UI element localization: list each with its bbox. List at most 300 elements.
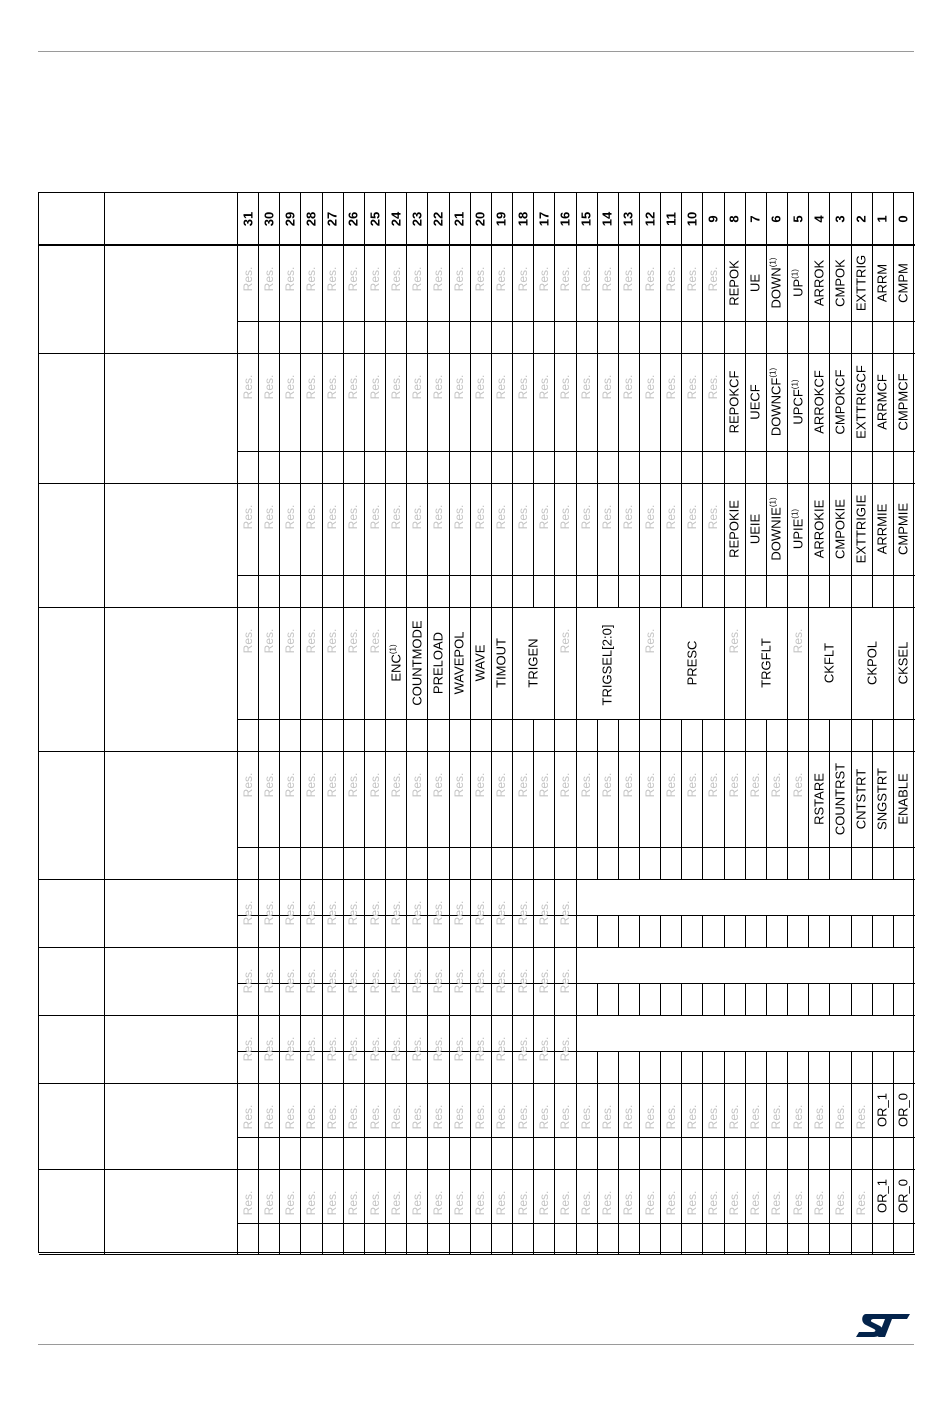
reserved-bit-5: Res. (790, 628, 805, 654)
field-col-line (322, 1083, 323, 1137)
bit-number-7: 7 (747, 215, 763, 223)
reset-col-line (576, 321, 577, 353)
field-col-line (322, 1169, 323, 1223)
field-timout: TIMOUT (493, 638, 509, 688)
field-ckflt: CKFLT (821, 642, 837, 684)
bit-number-3: 3 (832, 215, 848, 223)
reserved-bit-22: Res. (430, 1190, 445, 1216)
reset-col-line (893, 847, 894, 879)
reset-col-line (491, 451, 492, 483)
reserved-bit-24: Res. (388, 374, 403, 400)
bit-number-4: 4 (811, 215, 827, 223)
field-col-line (491, 1015, 492, 1051)
field-col-line (427, 1169, 428, 1223)
reset-col-line (279, 915, 280, 947)
reset-col-line (406, 719, 407, 751)
reset-col-line (385, 719, 386, 751)
reset-col-line (512, 321, 513, 353)
reset-col-line (639, 915, 640, 947)
field-col-line (258, 751, 259, 847)
reserved-bit-18: Res. (515, 1190, 530, 1216)
reset-col-line (576, 915, 577, 947)
reset-col-line (787, 451, 788, 483)
reset-col-line (512, 847, 513, 879)
field-col-line (237, 607, 238, 719)
field-col-line (364, 353, 365, 451)
reserved-bit-20: Res. (473, 772, 488, 798)
reset-col-line (872, 847, 873, 879)
reserved-bit-13: Res. (621, 772, 636, 798)
reset-col-line (851, 321, 852, 353)
field-col-line (533, 1083, 534, 1137)
reserved-bit-26: Res. (346, 772, 361, 798)
field-col-line (258, 1169, 259, 1223)
field-col-line (576, 245, 577, 321)
reserved-bit-28: Res. (304, 1104, 319, 1130)
field-col-line (576, 483, 577, 575)
header-col-line (470, 193, 471, 245)
field-presc: PRESC (684, 640, 700, 686)
reset-col-line (470, 1137, 471, 1169)
reset-col-line (724, 575, 725, 607)
field-col-line (533, 245, 534, 321)
field-col-line (639, 751, 640, 847)
field-col-line (660, 483, 661, 575)
header-col-line (745, 193, 746, 245)
reserved-bit-29: Res. (282, 900, 297, 926)
reserved-bit-20: Res. (473, 1190, 488, 1216)
field-col-line (851, 483, 852, 575)
reset-col-line (745, 575, 746, 607)
reserved-bit-23: Res. (409, 968, 424, 994)
reset-col-line (893, 1223, 894, 1254)
reserved-bit-16: Res. (557, 1190, 572, 1216)
field-col-line (491, 1169, 492, 1223)
reset-col-line (470, 321, 471, 353)
field-col-line (300, 353, 301, 451)
reset-col-line (533, 451, 534, 483)
field-col-line (554, 1083, 555, 1137)
reserved-bit-29: Res. (282, 1190, 297, 1216)
reserved-bit-23: Res. (409, 1036, 424, 1062)
reset-col-line (787, 1223, 788, 1254)
reserved-bit-21: Res. (452, 374, 467, 400)
field-col-line (343, 751, 344, 847)
field-col-line (449, 483, 450, 575)
field-col-line (364, 751, 365, 847)
field-col-line (745, 1169, 746, 1223)
field-col-line (385, 1015, 386, 1051)
bit-number-17: 17 (536, 211, 552, 227)
field-col-line (724, 751, 725, 847)
reset-col-line (449, 983, 450, 1015)
reserved-bit-21: Res. (452, 266, 467, 292)
reset-col-line (258, 1051, 259, 1083)
field-col-line (279, 751, 280, 847)
reset-col-line (364, 719, 365, 751)
reserved-bit-25: Res. (367, 968, 382, 994)
header-col-line (851, 193, 852, 245)
reset-col-line (639, 719, 640, 751)
reset-col-line (660, 1137, 661, 1169)
reserved-bit-7: Res. (748, 772, 763, 798)
reserved-bit-19: Res. (494, 968, 509, 994)
field-col-line (406, 1169, 407, 1223)
reset-col-line (618, 847, 619, 879)
reset-col-line (300, 847, 301, 879)
reset-col-line (491, 847, 492, 879)
field-col-line (808, 353, 809, 451)
reserved-bit-28: Res. (304, 628, 319, 654)
field-col-line (258, 879, 259, 915)
reset-col-line (343, 719, 344, 751)
reserved-bit-29: Res. (282, 1036, 297, 1062)
reserved-bit-16: Res. (557, 772, 572, 798)
field-col-line (343, 245, 344, 321)
reset-col-line (787, 847, 788, 879)
reserved-bit-12: Res. (642, 266, 657, 292)
reset-col-line (449, 847, 450, 879)
reserved-bit-14: Res. (600, 772, 615, 798)
reset-col-line (893, 915, 894, 947)
reserved-bit-17: Res. (536, 374, 551, 400)
field-col-line (322, 879, 323, 915)
reserved-bit-27: Res. (325, 1190, 340, 1216)
reserved-bit-9: Res. (706, 1104, 721, 1130)
reset-col-line (872, 321, 873, 353)
reserved-bit-21: Res. (452, 968, 467, 994)
reset-col-line (702, 847, 703, 879)
reset-col-line (829, 1137, 830, 1169)
bit-number-12: 12 (642, 211, 658, 227)
reserved-bit-15: Res. (579, 374, 594, 400)
field-col-line (851, 245, 852, 321)
reset-col-line (639, 321, 640, 353)
field-col-line (618, 1169, 619, 1223)
field-col-line (745, 1083, 746, 1137)
reset-col-line (406, 983, 407, 1015)
reset-col-line (745, 451, 746, 483)
reset-col-line (576, 575, 577, 607)
header-col-line (491, 193, 492, 245)
reserved-bit-3: Res. (832, 1190, 847, 1216)
reset-col-line (724, 321, 725, 353)
reset-col-line (724, 719, 725, 751)
reserved-bit-30: Res. (261, 968, 276, 994)
field-col-line (681, 245, 682, 321)
reset-col-line (639, 847, 640, 879)
reserved-bit-16: Res. (557, 900, 572, 926)
reserved-bit-4: Res. (811, 1104, 826, 1130)
reserved-bit-28: Res. (304, 772, 319, 798)
reset-col-line (702, 451, 703, 483)
field-col-line (427, 607, 428, 719)
reset-col-line (533, 719, 534, 751)
reset-col-line (745, 1051, 746, 1083)
reserved-bit-30: Res. (261, 266, 276, 292)
field-col-line (512, 879, 513, 915)
reset-col-line (639, 1051, 640, 1083)
reserved-bit-27: Res. (325, 1104, 340, 1130)
field-col-line (470, 1169, 471, 1223)
register-row-divider (39, 353, 915, 354)
field-col-line (702, 1083, 703, 1137)
reset-col-line (893, 1051, 894, 1083)
field-col-line (533, 751, 534, 847)
field-col-line (787, 483, 788, 575)
field-col-line (406, 879, 407, 915)
reset-col-line (449, 575, 450, 607)
field-col-line (258, 1015, 259, 1051)
reset-col-line (279, 719, 280, 751)
reset-col-line (258, 321, 259, 353)
field-cmpm: CMPM (895, 263, 911, 303)
reserved-bit-5: Res. (790, 1104, 805, 1130)
field-col-line (512, 1169, 513, 1223)
header-col-line (406, 193, 407, 245)
reset-col-line (449, 451, 450, 483)
reserved-bit-2: Res. (854, 1104, 869, 1130)
reset-col-line (576, 847, 577, 879)
reset-col-line (766, 1137, 767, 1169)
field-col-line (300, 1015, 301, 1051)
reserved-bit-23: Res. (409, 374, 424, 400)
reserved-bit-28: Res. (304, 374, 319, 400)
reset-col-line (893, 321, 894, 353)
reset-col-line (364, 915, 365, 947)
reserved-bit-26: Res. (346, 504, 361, 530)
field-col-line (237, 751, 238, 847)
field-col-line (512, 245, 513, 321)
reserved-bit-13: Res. (621, 1190, 636, 1216)
header-col-line (385, 193, 386, 245)
reset-col-line (851, 1137, 852, 1169)
field-col-line (829, 483, 830, 575)
reset-col-line (554, 847, 555, 879)
reset-col-line (597, 451, 598, 483)
reserved-bit-31: Res. (240, 900, 255, 926)
header-col-line (766, 193, 767, 245)
field-col-line (872, 1169, 873, 1223)
reset-col-line (533, 983, 534, 1015)
reset-col-line (808, 1223, 809, 1254)
reset-col-line (491, 1137, 492, 1169)
reset-col-line (681, 1223, 682, 1254)
field-col-line (491, 483, 492, 575)
reset-col-line (279, 983, 280, 1015)
reset-col-line (533, 1137, 534, 1169)
field-col-line (872, 483, 873, 575)
field-col-line (681, 353, 682, 451)
reset-col-line (851, 719, 852, 751)
reset-col-line (787, 321, 788, 353)
reset-col-line (829, 321, 830, 353)
reserved-bit-17: Res. (536, 1104, 551, 1130)
reserved-bit-25: Res. (367, 1036, 382, 1062)
reset-col-line (808, 847, 809, 879)
reset-col-line (470, 1051, 471, 1083)
reserved-bit-30: Res. (261, 504, 276, 530)
reset-col-line (427, 451, 428, 483)
reserved-bit-16: Res. (557, 266, 572, 292)
header-col-line (787, 193, 788, 245)
field-cmpok: CMPOK (832, 259, 848, 307)
reserved-bit-21: Res. (452, 1104, 467, 1130)
field-col-line (258, 1083, 259, 1137)
field-col-line (618, 1083, 619, 1137)
field-col-line (872, 245, 873, 321)
reserved-bit-27: Res. (325, 968, 340, 994)
reset-col-line (322, 451, 323, 483)
reserved-bit-31: Res. (240, 266, 255, 292)
reserved-bit-31: Res. (240, 772, 255, 798)
field-col-line (237, 483, 238, 575)
reserved-bit-14: Res. (600, 1190, 615, 1216)
reset-col-line (491, 1051, 492, 1083)
reserved-bit-13: Res. (621, 1104, 636, 1130)
reset-col-line (597, 1223, 598, 1254)
bit-number-6: 6 (768, 215, 784, 223)
field-col-line (427, 751, 428, 847)
reset-col-line (766, 1223, 767, 1254)
header-col-line (724, 193, 725, 245)
field-col-line (322, 353, 323, 451)
field-col-line (554, 879, 555, 915)
reset-col-line (279, 321, 280, 353)
reset-col-line (660, 915, 661, 947)
reset-col-line (322, 915, 323, 947)
field-col-line (343, 1015, 344, 1051)
reset-col-line (322, 321, 323, 353)
reserved-bit-9: Res. (706, 772, 721, 798)
reset-col-line (766, 575, 767, 607)
register-row-divider (39, 1169, 915, 1170)
reset-col-line (576, 1137, 577, 1169)
reset-col-line (533, 915, 534, 947)
register-row-divider (39, 1083, 915, 1084)
field-col-line (512, 353, 513, 451)
field-col-line (385, 1083, 386, 1137)
reset-col-line (470, 1223, 471, 1254)
reset-col-line (300, 321, 301, 353)
field-col-line (766, 1083, 767, 1137)
reset-col-line (406, 451, 407, 483)
field-col-line (237, 353, 238, 451)
field-col-line (702, 353, 703, 451)
reset-col-line (893, 575, 894, 607)
reset-col-line (618, 575, 619, 607)
field-downie: DOWNIE$^{(1)}$ (768, 497, 785, 561)
st-logo-icon (852, 1310, 912, 1340)
reserved-bit-23: Res. (409, 1104, 424, 1130)
reset-col-line (364, 321, 365, 353)
reset-col-line (893, 1137, 894, 1169)
field-col-line (554, 947, 555, 983)
reserved-bit-6: Res. (769, 772, 784, 798)
reset-col-line (385, 983, 386, 1015)
reserved-bit-10: Res. (684, 266, 699, 292)
reserved-bit-22: Res. (430, 266, 445, 292)
reset-col-line (470, 451, 471, 483)
reserved-bit-31: Res. (240, 968, 255, 994)
reset-col-line (829, 451, 830, 483)
reset-col-line (385, 1223, 386, 1254)
bit-number-30: 30 (261, 211, 277, 227)
reset-col-line (322, 1051, 323, 1083)
field-cntstrt: CNTSTRT (853, 768, 869, 830)
reset-col-line (766, 915, 767, 947)
reserved-bit-31: Res. (240, 1036, 255, 1062)
field-col-line (491, 947, 492, 983)
field-col-line (279, 353, 280, 451)
reserved-bit-20: Res. (473, 968, 488, 994)
field-col-line (279, 483, 280, 575)
reset-col-line (872, 575, 873, 607)
reset-col-line (554, 915, 555, 947)
reset-col-line (322, 575, 323, 607)
header-col-line (639, 193, 640, 245)
reserved-bit-22: Res. (430, 504, 445, 530)
reserved-bit-30: Res. (261, 374, 276, 400)
reset-col-line (745, 1137, 746, 1169)
field-arrmcf: ARRMCF (874, 374, 890, 430)
field-col-line (385, 879, 386, 915)
field-col-line (512, 1083, 513, 1137)
field-col-line (258, 245, 259, 321)
reserved-bit-27: Res. (325, 628, 340, 654)
reset-col-line (258, 1223, 259, 1254)
field-col-line (872, 751, 873, 847)
reset-col-line (512, 575, 513, 607)
field-col-line (597, 1083, 598, 1137)
bit-number-23: 23 (409, 211, 425, 227)
header-col-line (279, 193, 280, 245)
bit-number-31: 31 (240, 211, 256, 227)
field-col-line (237, 1015, 238, 1051)
field-col-line (660, 245, 661, 321)
reset-col-line (470, 983, 471, 1015)
reset-col-line (385, 451, 386, 483)
reset-col-line (576, 719, 577, 751)
field-cmpmie: CMPMIE (895, 503, 911, 555)
reserved-bit-28: Res. (304, 1190, 319, 1216)
reset-col-line (618, 915, 619, 947)
reserved-bit-12: Res. (642, 1104, 657, 1130)
register-row-divider (39, 751, 915, 752)
field-cksel: CKSEL (895, 641, 911, 685)
reset-col-line (491, 575, 492, 607)
field-col-line (893, 1169, 894, 1223)
reserved-bit-6: Res. (769, 1104, 784, 1130)
reset-col-line (300, 1137, 301, 1169)
reset-col-line (554, 1223, 555, 1254)
field-col-line (597, 751, 598, 847)
bit-number-11: 11 (663, 212, 679, 226)
field-col-line (364, 1169, 365, 1223)
reset-col-line (449, 1223, 450, 1254)
field-col-line (406, 245, 407, 321)
reset-col-line (343, 915, 344, 947)
field-col-line (279, 245, 280, 321)
bit-number-14: 14 (599, 211, 615, 227)
header-col-line (618, 193, 619, 245)
reserved-bit-22: Res. (430, 1036, 445, 1062)
reserved-bit-14: Res. (600, 374, 615, 400)
reset-col-line (681, 451, 682, 483)
reserved-bit-29: Res. (282, 374, 297, 400)
reset-col-line (660, 321, 661, 353)
bit-number-1: 1 (874, 215, 890, 223)
